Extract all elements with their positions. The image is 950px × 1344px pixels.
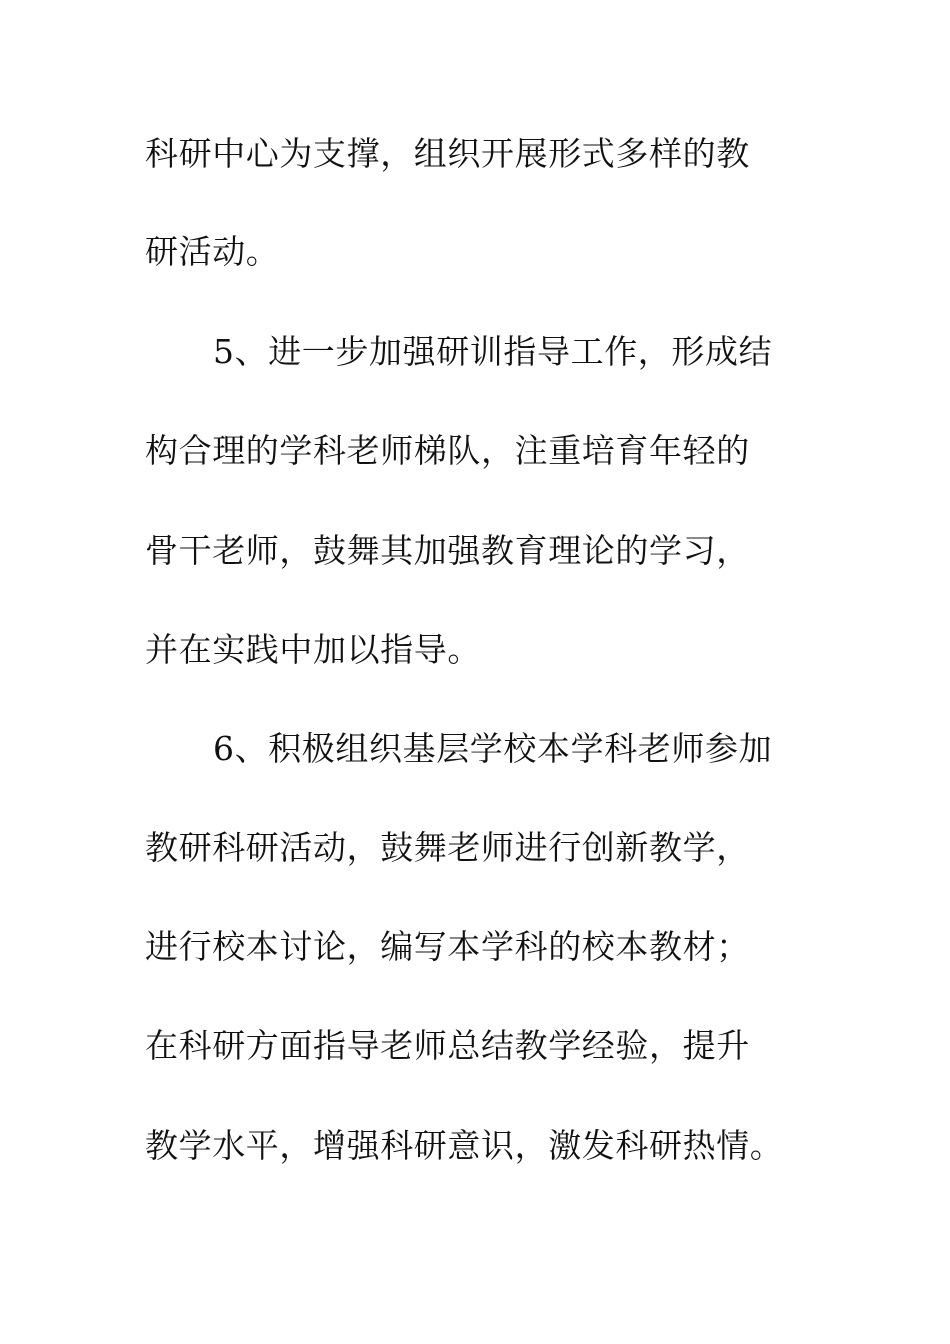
text-line: 在科研方面指导老师总结教学经验，提升 (145, 1026, 750, 1065)
text-line: 教研科研活动，鼓舞老师进行创新教学， (145, 828, 750, 867)
text-line: 并在实践中加以指导。 (145, 630, 481, 669)
text-line: 构合理的学科老师梯队，注重培育年轻的 (145, 431, 750, 470)
paragraph-5-first-line: 5、进一步加强研训指导工作，形成结 (213, 332, 773, 371)
text-line: 研活动。 (145, 232, 280, 271)
text-line: 骨干老师，鼓舞其加强教育理论的学习， (145, 531, 750, 570)
text-line: 教学水平，增强科研意识，激发科研热情。 (145, 1126, 784, 1165)
text-line: 进行校本讨论，编写本学科的校本教材； (145, 927, 750, 966)
text-line: 科研中心为支撑，组织开展形式多样的教 (145, 134, 750, 173)
paragraph-6-first-line: 6、积极组织基层学校本学科老师参加 (213, 729, 773, 768)
